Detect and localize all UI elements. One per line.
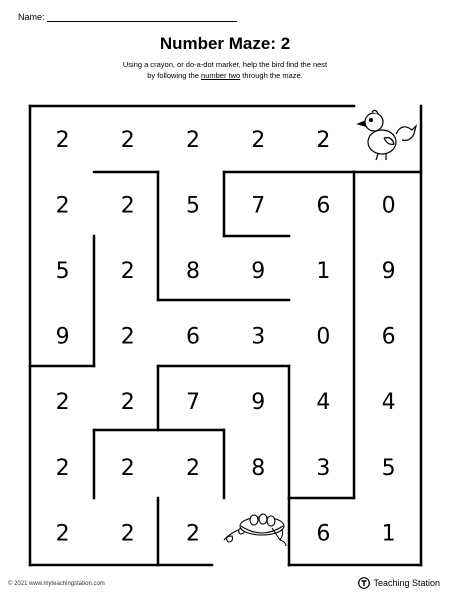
maze-cell-3-4: 0 <box>316 324 331 350</box>
maze-cell-5-0: 2 <box>55 455 70 481</box>
maze-cell-2-3: 9 <box>251 259 266 284</box>
nest-leaf <box>227 536 233 542</box>
maze-cell-6-5: 1 <box>381 521 396 547</box>
maze-cell-5-4: 3 <box>316 455 331 481</box>
maze-cell-5-5: 5 <box>381 455 396 481</box>
maze-cell-5-1: 2 <box>120 455 135 481</box>
maze-cell-3-2: 6 <box>186 324 200 350</box>
maze-cell-0-0: 2 <box>55 127 70 153</box>
nest-egg <box>250 515 258 525</box>
instructions-prefix: by following the <box>147 71 202 80</box>
maze-cell-6-2: 2 <box>186 521 200 547</box>
nest-egg <box>267 516 275 526</box>
maze-cell-0-2: 2 <box>186 127 200 153</box>
bird-tail <box>396 126 416 140</box>
maze-cell-5-2: 2 <box>186 455 200 481</box>
maze-cells <box>56 128 396 547</box>
page-title: Number Maze: 2 <box>159 34 291 53</box>
maze-cell-0-1: 2 <box>120 127 135 153</box>
maze-cell-4-0: 2 <box>55 390 70 416</box>
instructions-highlight: number two <box>201 71 241 80</box>
maze-cell-3-0: 9 <box>55 324 70 350</box>
maze-walls <box>30 106 421 565</box>
nest-icon <box>224 514 286 546</box>
maze-cell-3-1: 2 <box>120 324 135 350</box>
brand-name: Teaching Station <box>373 578 440 588</box>
name-label: Name: <box>18 12 45 22</box>
maze-cell-4-1: 2 <box>120 390 135 416</box>
bird-head <box>365 113 383 131</box>
instructions-line-1: Using a crayon, or do-a-dot marker, help the bird find the nest <box>122 60 328 69</box>
maze-cell-1-0: 2 <box>55 193 70 219</box>
maze-cell-1-3: 7 <box>251 193 266 219</box>
maze-cell-4-4: 4 <box>316 390 331 416</box>
maze-cell-0-4: 2 <box>316 127 331 153</box>
maze-cell-2-0: 5 <box>55 259 70 284</box>
maze-cell-2-4: 1 <box>316 259 331 284</box>
brand <box>358 577 440 589</box>
maze-cell-0-3: 2 <box>251 127 266 153</box>
bird-leg <box>376 154 378 160</box>
maze-cell-4-5: 4 <box>381 390 396 416</box>
nest-egg <box>259 514 267 524</box>
instructions-suffix: through the maze. <box>240 71 303 80</box>
maze-cell-4-3: 9 <box>251 390 266 416</box>
maze-cell-3-3: 3 <box>251 324 266 350</box>
maze-cell-3-5: 6 <box>381 324 396 350</box>
maze-cell-1-5: 0 <box>381 193 396 219</box>
maze-cell-1-1: 2 <box>120 193 135 219</box>
maze-cell-6-0: 2 <box>55 521 70 547</box>
bird-beak <box>358 121 365 126</box>
maze-cell-5-3: 8 <box>251 455 266 481</box>
bird-eye <box>370 119 373 122</box>
maze-cell-6-4: 6 <box>316 521 331 547</box>
maze-cell-6-1: 2 <box>120 521 135 547</box>
maze-cell-4-2: 7 <box>186 390 200 416</box>
maze-cell-2-2: 8 <box>186 259 200 284</box>
copyright: © 2021 www.myteachingstation.com <box>8 581 105 587</box>
maze-cell-2-5: 9 <box>381 259 396 284</box>
teaching-station-logo-icon <box>358 577 370 589</box>
maze-cell-1-4: 6 <box>316 193 331 219</box>
bird-icon <box>358 110 416 160</box>
maze-cell-2-1: 2 <box>120 259 135 284</box>
maze-cell-1-2: 5 <box>186 193 200 219</box>
